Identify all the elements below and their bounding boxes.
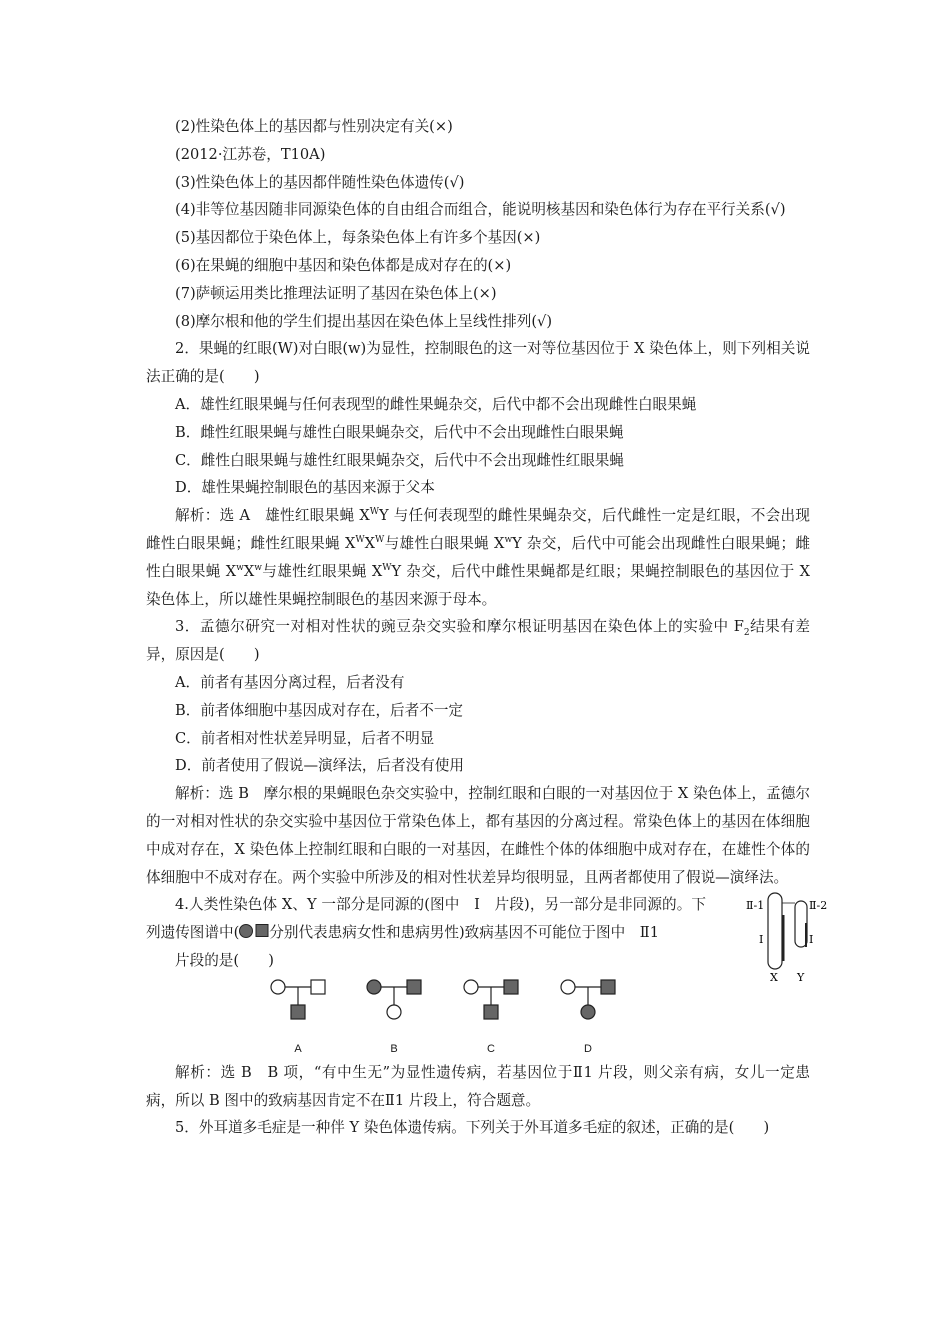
pedigree-c	[459, 975, 523, 1053]
question-3-option-a: A．前者有基因分离过程，后者没有	[175, 673, 405, 691]
label-ii-1: Ⅱ-1	[746, 899, 765, 913]
question-5-stem: 5．外耳道多毛症是一种伴 Y 染色体遗传病。下列关于外耳道多毛症的叙述，正确的是( )	[175, 1119, 770, 1137]
label-ii-2: Ⅱ-2	[809, 899, 828, 913]
label-x: X	[770, 971, 778, 982]
question-2-option-a: A．雄性红眼果蝇与任何表现型的雌性果蝇杂交，后代中都不会出现雌性白眼果蝇	[175, 395, 697, 413]
pedigree-b	[362, 975, 426, 1053]
statement-3: (3)性染色体上的基因都伴随性染色体遗传(√)	[175, 173, 465, 191]
question-2-option-c: C．雌性白眼果蝇与雄性红眼果蝇杂交，后代中不会出现雌性红眼果蝇	[175, 451, 624, 469]
question-4-stem: 4.人类性染色体 X、Y 一部分是同源的(图中 Ⅰ 片段)，另一部分是非同源的。下列遗传图谱中( 分别代表患病女性和患病男性)致病基因不可能位于图中 Ⅱ1	[146, 896, 706, 942]
question-4-stem-end: 片段的是( )	[175, 951, 274, 969]
question-2-stem: 2．果蝇的红眼(W)对白眼(w)为显性，控制眼色的这一对等位基因位于 X 染色体上，则下列相关说法正确的是( )	[146, 340, 810, 386]
document-body	[146, 113, 828, 1142]
statement-8: (8)摩尔根和他的学生们提出基因在染色体上呈线性排列(√)	[175, 312, 553, 330]
question-3-option-d: D．前者使用了假说—演绎法，后者没有使用	[175, 757, 464, 775]
label-y: Y	[797, 971, 805, 982]
x-chromosome	[768, 893, 782, 969]
question-2-option-b: B．雌性红眼果蝇与雄性白眼果蝇杂交，后代中不会出现雌性白眼果蝇	[175, 423, 624, 441]
legend-affected-symbols-icon	[239, 923, 269, 939]
pedigree-row	[266, 975, 626, 1055]
question-3-option-b: B．前者体细胞中基因成对存在，后者不一定	[175, 701, 464, 719]
pedigree-d-label: D	[584, 1042, 592, 1055]
statement-7: (7)萨顿运用类比推理法证明了基因在染色体上(×)	[175, 284, 497, 302]
statement-2: (2)性染色体上的基因都与性别决定有关(×)	[175, 118, 453, 135]
sex-chromosome-diagram	[746, 889, 836, 981]
pedigree-b-label: B	[390, 1042, 398, 1055]
pedigree-a-label: A	[294, 1042, 302, 1055]
question-2-analysis: 解析：选 A 雄性红眼果蝇 $X^WY$ 与任何表现型的雌性果蝇杂交，后代雌性一定是红眼，不会出现雌性白眼果蝇；雌性红眼果蝇 $X^WX^W$与雄性白眼果蝇 $X^wY$ 杂交，后代中可能会出现雌性白眼果蝇；雌性白眼果蝇 $X^wX^w$与雄性红眼果蝇 $X^WY$ 杂交，后代中雌性果蝇都是红眼；果蝇控制眼色的基因位于 X 染色体上，所以雄性果蝇控制眼色的基因来源于母本。	[146, 507, 811, 608]
question-2-option-d: D．雄性果蝇控制眼色的基因来源于父本	[175, 479, 435, 497]
statement-4: (4)非等位基因随非同源染色体的自由组合而组合，能说明核基因和染色体行为存在平行关系(√)	[175, 201, 786, 219]
question-4-block	[146, 891, 828, 1055]
pedigree-a	[266, 975, 330, 1053]
label-i-left: Ⅰ	[759, 933, 764, 947]
statement-5: (5)基因都位于染色体上，每条染色体上有许多个基因(×)	[175, 229, 541, 247]
question-4-analysis: 解析：选 B B 项，“有中生无”为显性遗传病，若基因位于Ⅱ1 片段，则父亲有病，女儿一定患病，所以 B 图中的致病基因肯定不在Ⅱ1 片段上，符合题意。	[146, 1063, 810, 1109]
question-3-option-c: C．前者相对性状差异明显，后者不明显	[175, 729, 435, 747]
pedigree-c-label: C	[487, 1042, 495, 1055]
label-i-right: Ⅰ	[809, 933, 814, 947]
source-note: (2012·江苏卷，T10A)	[175, 145, 326, 163]
pedigree-d	[556, 975, 620, 1053]
question-3-analysis: 解析：选 B 摩尔根的果蝇眼色杂交实验中，控制红眼和白眼的一对基因位于 X 染色体上，孟德尔的一对相对性状的杂交实验中基因位于常染色体上，都有基因的分离过程。常染色体上的基因在体细胞中成对存在，X 染色体上控制红眼和白眼的一对基因，在雌性个体的体细胞中成对存在，在雄性个体的体细胞中不成对存在。两个实验中所涉及的相对性状差异均很明显，且两者都使用了假说—演绎法。	[146, 785, 810, 886]
question-3-stem: 3．孟德尔研究一对相对性状的豌豆杂交实验和摩尔根证明基因在染色体上的实验中 $F_2$结果有差异，原因是( )	[146, 618, 810, 664]
statement-6: (6)在果蝇的细胞中基因和染色体都是成对存在的(×)	[175, 256, 512, 274]
